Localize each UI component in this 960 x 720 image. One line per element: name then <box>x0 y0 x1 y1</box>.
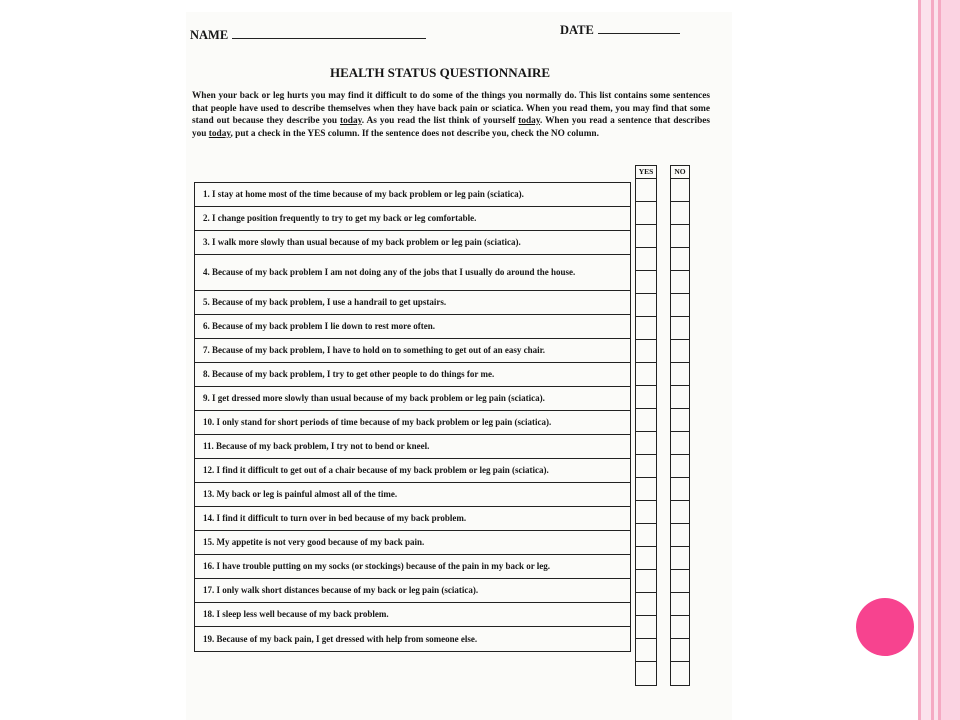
form-title: HEALTH STATUS QUESTIONNAIRE <box>330 65 551 80</box>
intro-text: , put a check in the YES column. If the sentence does not describe you, check the NO column. <box>230 128 599 139</box>
yes-checkbox-column <box>635 178 657 686</box>
yes-checkbox[interactable] <box>636 547 656 570</box>
yes-checkbox[interactable] <box>636 317 656 340</box>
no-checkbox[interactable] <box>671 524 689 547</box>
question-row: 19. Because of my back pain, I get dressed with help from someone else. <box>203 633 478 644</box>
question-row: 18. I sleep less well because of my back problem. <box>195 603 630 627</box>
yes-checkbox[interactable] <box>636 409 656 432</box>
yes-checkbox[interactable] <box>636 616 656 639</box>
instructions-paragraph <box>192 90 710 140</box>
no-checkbox[interactable] <box>671 202 689 225</box>
date-field-line <box>598 33 680 34</box>
yes-checkbox[interactable] <box>636 386 656 409</box>
date-label: DATE <box>560 23 594 37</box>
no-column-header: NO <box>670 165 690 179</box>
question-row: 14. I find it difficult to turn over in bed because of my back problem. <box>195 507 630 531</box>
stripe <box>941 0 960 720</box>
yes-checkbox[interactable] <box>636 179 656 202</box>
name-label: NAME <box>190 28 229 42</box>
yes-checkbox[interactable] <box>636 639 656 662</box>
yes-checkbox[interactable] <box>636 432 656 455</box>
question-row: 11. Because of my back problem, I try not to bend or kneel. <box>195 435 630 459</box>
no-checkbox[interactable] <box>671 386 689 409</box>
question-row: 17. I only walk short distances because of my back or leg pain (sciatica). <box>195 579 630 603</box>
no-checkbox[interactable] <box>671 639 689 662</box>
yes-column-header: YES <box>635 165 657 179</box>
question-row: 6. Because of my back problem I lie down to rest more often. <box>195 315 630 339</box>
yes-checkbox[interactable] <box>636 271 656 294</box>
yes-checkbox[interactable] <box>636 363 656 386</box>
no-checkbox[interactable] <box>671 662 689 685</box>
stripe <box>921 0 931 720</box>
intro-emphasis: today <box>518 116 540 126</box>
questions-table <box>194 182 631 652</box>
yes-checkbox[interactable] <box>636 294 656 317</box>
no-checkbox[interactable] <box>671 271 689 294</box>
no-checkbox[interactable] <box>671 455 689 478</box>
no-checkbox[interactable] <box>671 179 689 202</box>
question-row: 9. I get dressed more slowly than usual because of my back problem or leg pain (sciatica). <box>195 387 630 411</box>
question-row: 8. Because of my back problem, I try to get other people to do things for me. <box>195 363 630 387</box>
question-row: 10. I only stand for short periods of time because of my back problem or leg pain (sciatica). <box>195 411 630 435</box>
no-checkbox[interactable] <box>671 616 689 639</box>
intro-text: When your back or leg hurts you may find it difficult to do some of the things you normally do. This list contains some sentences that people have used to describe themselves when they have back pain or sciatica. When you read them, you may find that some stand out because they describe you <box>192 91 710 126</box>
no-checkbox[interactable] <box>671 363 689 386</box>
question-row: 13. My back or leg is painful almost all of the time. <box>195 483 630 507</box>
question-row: 12. I find it difficult to get out of a chair because of my back problem or leg pain (sciatica). <box>195 459 630 483</box>
question-row: 15. My appetite is not very good because of my back pain. <box>195 531 630 555</box>
no-checkbox[interactable] <box>671 432 689 455</box>
question-row: 16. I have trouble putting on my socks (or stockings) because of the pain in my back or leg. <box>195 555 630 579</box>
yes-checkbox[interactable] <box>636 524 656 547</box>
accent-circle <box>856 598 914 656</box>
yes-checkbox[interactable] <box>636 570 656 593</box>
yes-checkbox[interactable] <box>636 662 656 685</box>
yes-checkbox[interactable] <box>636 478 656 501</box>
yes-checkbox[interactable] <box>636 248 656 271</box>
yes-checkbox[interactable] <box>636 455 656 478</box>
decorative-border-stripes <box>918 0 960 720</box>
no-checkbox[interactable] <box>671 570 689 593</box>
yes-checkbox[interactable] <box>636 593 656 616</box>
yes-checkbox[interactable] <box>636 202 656 225</box>
yes-checkbox[interactable] <box>636 501 656 524</box>
intro-text: . When you read a sentence that describes you <box>192 116 710 139</box>
name-field-line <box>232 38 426 39</box>
no-checkbox-column <box>670 178 690 686</box>
no-checkbox[interactable] <box>671 294 689 317</box>
no-checkbox[interactable] <box>671 547 689 570</box>
intro-emphasis: today <box>208 128 231 139</box>
no-checkbox[interactable] <box>671 225 689 248</box>
question-row: 2. I change position frequently to try to get my back or leg comfortable. <box>195 207 630 231</box>
intro-emphasis: today <box>340 116 362 126</box>
no-checkbox[interactable] <box>671 248 689 271</box>
question-row: 7. Because of my back problem, I have to hold on to something to get out of an easy chair. <box>195 339 630 363</box>
no-checkbox[interactable] <box>671 340 689 363</box>
no-checkbox[interactable] <box>671 409 689 432</box>
questionnaire-sheet <box>186 12 732 720</box>
no-checkbox[interactable] <box>671 317 689 340</box>
question-row: 3. I walk more slowly than usual because of my back problem or leg pain (sciatica). <box>195 231 630 255</box>
question-row: 4. Because of my back problem I am not doing any of the jobs that I usually do around the house. <box>195 255 630 291</box>
yes-checkbox[interactable] <box>636 340 656 363</box>
yes-checkbox[interactable] <box>636 225 656 248</box>
no-checkbox[interactable] <box>671 501 689 524</box>
question-row: 1. I stay at home most of the time because of my back problem or leg pain (sciatica). <box>195 183 630 207</box>
intro-text: . As you read the list think of yourself <box>361 116 519 126</box>
no-checkbox[interactable] <box>671 478 689 501</box>
no-checkbox[interactable] <box>671 593 689 616</box>
question-row: 5. Because of my back problem, I use a handrail to get upstairs. <box>195 291 630 315</box>
